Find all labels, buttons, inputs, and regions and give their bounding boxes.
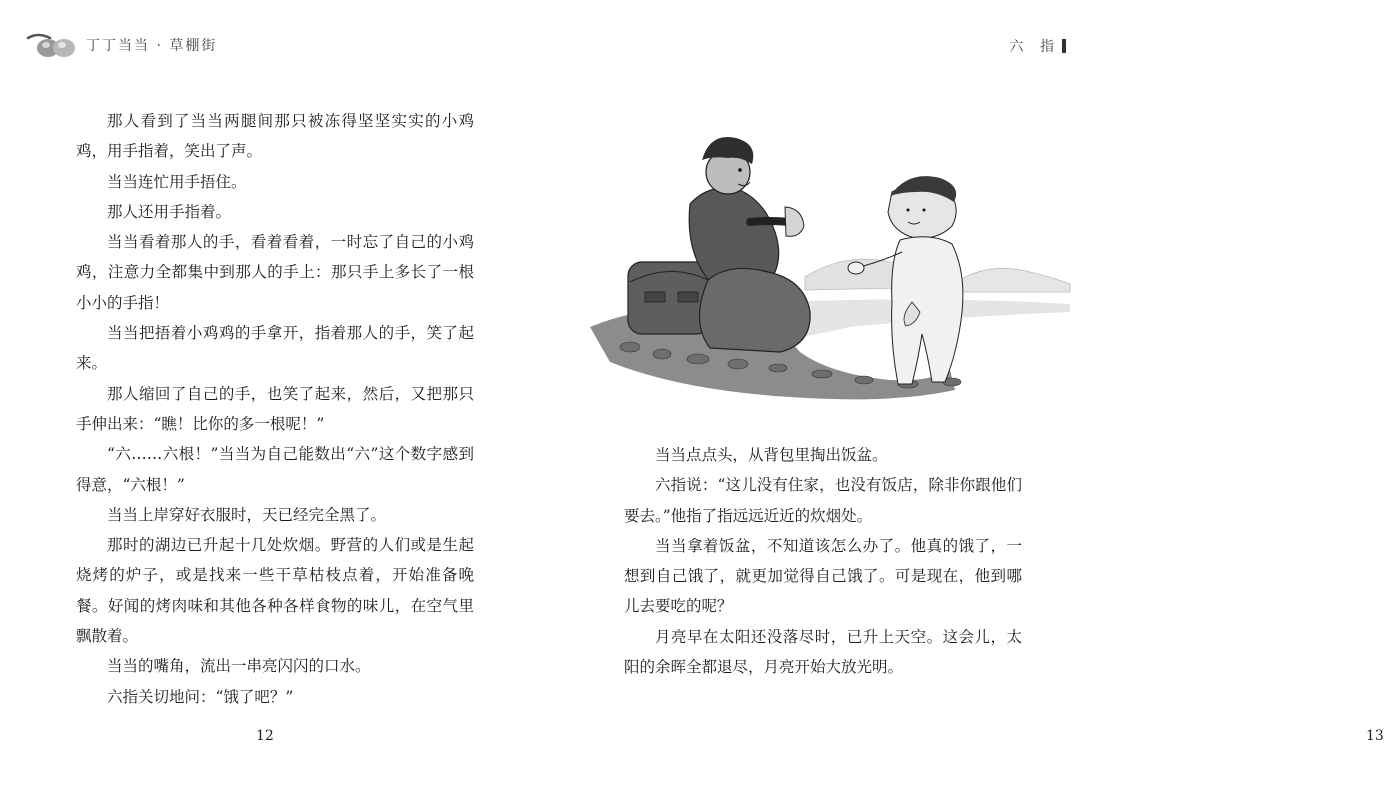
paragraph: “六……六根！”当当为自己能数出“六”这个数字感到得意，“六根！” (76, 445, 474, 494)
paragraph: 当当把捂着小鸡鸡的手拿开，指着那人的手，笑了起来。 (76, 324, 474, 373)
header-bar-mark (1062, 39, 1066, 53)
paragraph: 那人看到了当当两腿间那只被冻得坚坚实实的小鸡鸡，用手指着，笑出了声。 (76, 112, 474, 161)
series-logo-icon (26, 30, 78, 60)
series-title: 丁丁当当 · 草棚街 (86, 38, 218, 54)
paragraph: 六指关切地问：“饿了吧？” (107, 687, 294, 706)
page-number-right: 13 (1366, 728, 1384, 744)
paragraph: 当当看着那人的手，看着看着，一时忘了自己的小鸡鸡，注意力全都集中到那人的手上：那只手上多长了一根小小的手指！ (76, 233, 474, 312)
chapter-title: 六 指 (1009, 39, 1060, 55)
paragraph: 当当上岸穿好衣服时，天已经完全黑了。 (107, 505, 387, 524)
paragraph: 月亮早在太阳还没落尽时，已升上天空。这会儿，太阳的余晖全都退尽，月亮开始大放光明。 (624, 627, 1022, 677)
paragraph: 当当点点头，从背包里掏出饭盆。 (655, 446, 888, 464)
running-header-left (26, 30, 217, 60)
page-number-left: 12 (256, 728, 274, 744)
paragraph: 那人缩回了自己的手，也笑了起来，然后，又把那只手伸出来：“瞧！比你的多一根呢！” (76, 384, 474, 433)
paragraph: 当当拿着饭盆，不知道该怎么办了。他真的饿了，一想到自己饿了，就更加觉得自己饿了。可是现在，他到哪儿去要吃的呢？ (624, 536, 1022, 616)
paragraph: 当当连忙用手捂住。 (107, 172, 247, 191)
paragraph: 那人还用手指着。 (107, 202, 232, 221)
right-page-text (624, 440, 1022, 682)
running-header-right (1010, 36, 1066, 56)
paragraph: 当当的嘴角，流出一串亮闪闪的口水。 (107, 657, 371, 676)
left-page-text (76, 106, 474, 712)
paragraph: 那时的湖边已升起十几处炊烟。野营的人们或是生起烧烤的炉子，或是找来一些干草枯枝点着，开始准备晚餐。好闻的烤肉味和其他各种各样食物的味儿，在空气里飘散着。 (76, 536, 474, 646)
left-page (0, 0, 548, 786)
paragraph: 六指说：“这儿没有住家，也没有饭店，除非你跟他们要去。”他指了指远远近近的炊烟处。 (624, 476, 1022, 525)
illustration-man-and-child (590, 112, 1080, 412)
